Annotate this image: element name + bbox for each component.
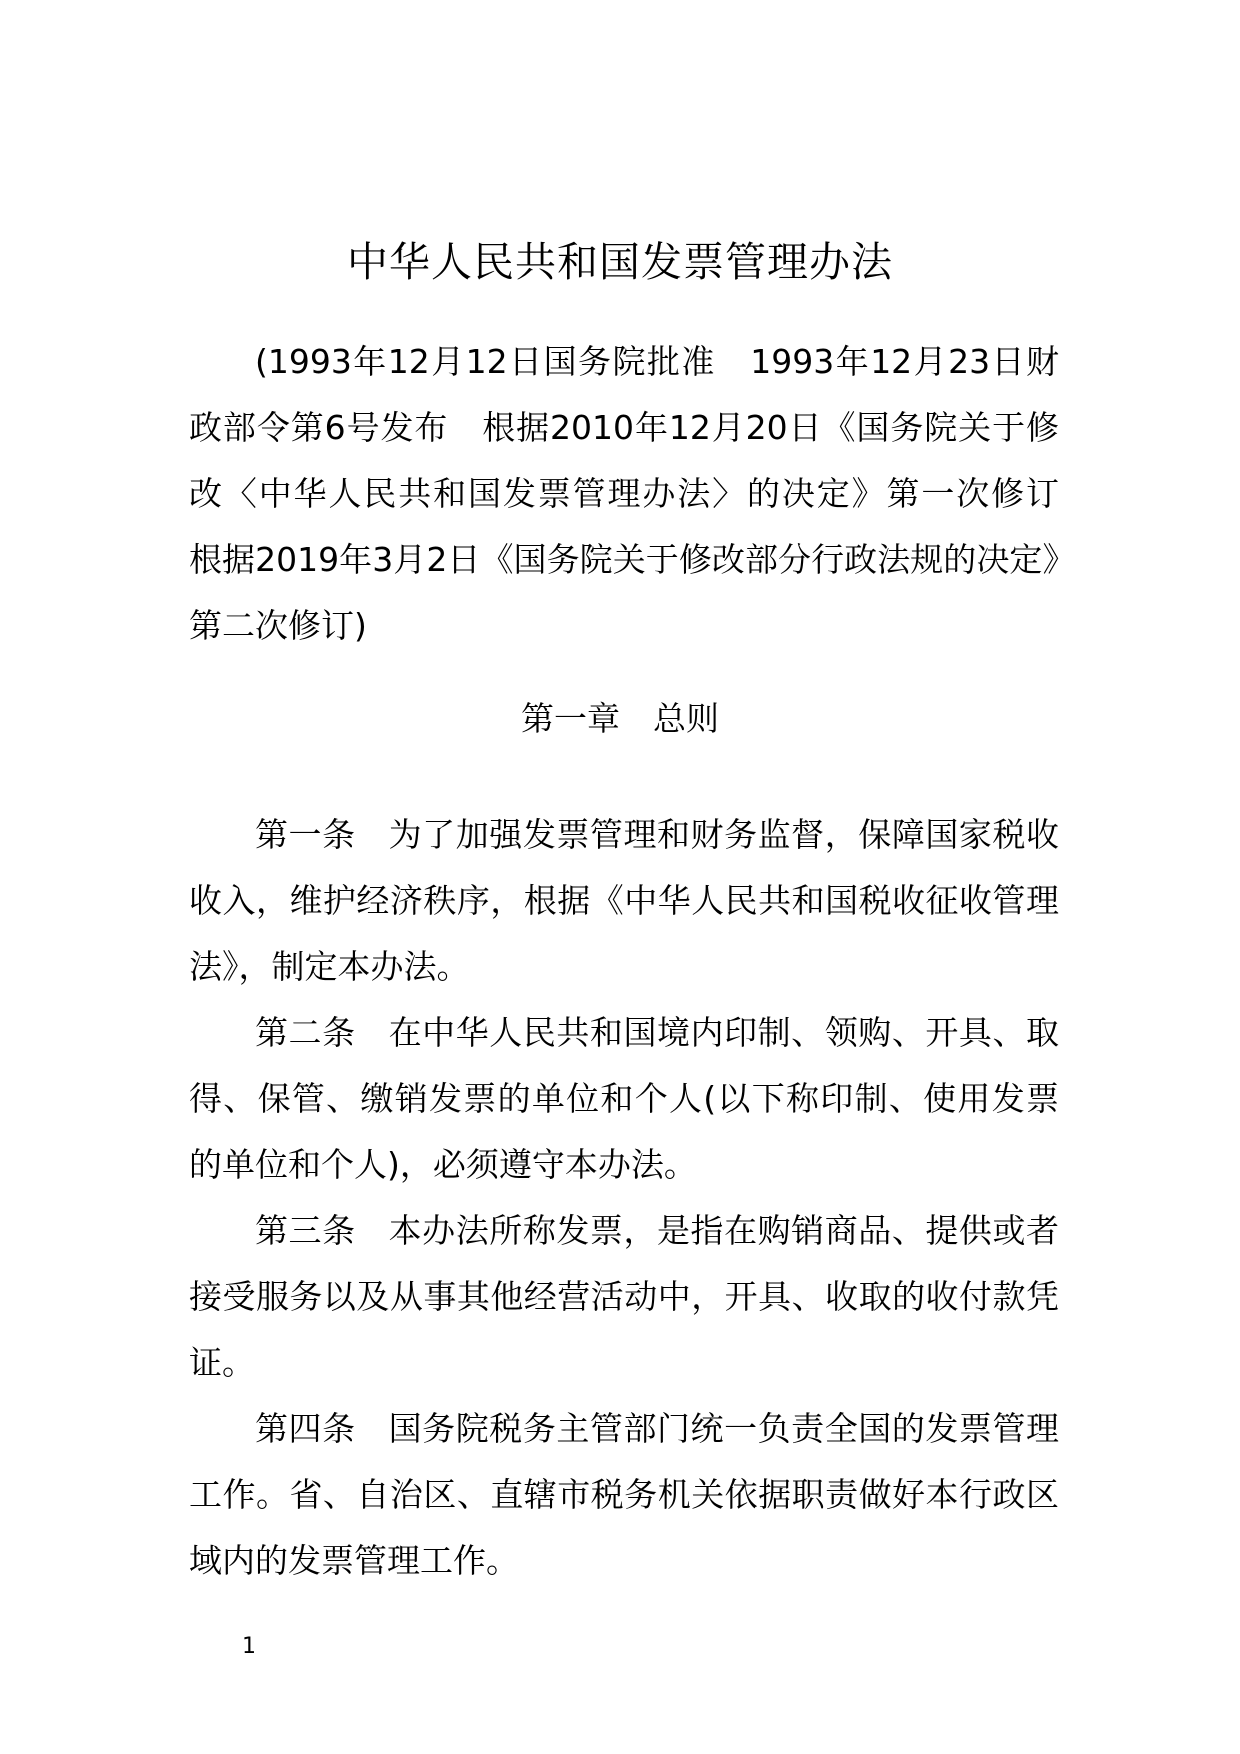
article-text: 在中华人民共和国境内印制、领购、开具、取得、保管、缴销发票的单位和个人(以下称印制、使用发票的单位和个人)，必须遵守本办法。 [189,1013,1060,1184]
article-text: 为了加强发票管理和财务监督，保障国家税收收入，维护经济秩序，根据《中华人民共和国税收征收管理法》，制定本办法。 [189,815,1060,986]
article-4 [189,1396,1059,1594]
article-number: 第二条 [255,1013,356,1052]
article-text: 国务院税务主管部门统一负责全国的发票管理工作。省、自治区、直辖市税务机关依据职责做好本行政区域内的发票管理工作。 [189,1409,1060,1580]
article-3 [189,1198,1059,1396]
chapter-heading: 第一章 总则 [521,699,719,738]
revision-note: (1993年12月12日国务院批准 1993年12月23日财政部令第6号发布 根据2010年12月20日《国务院关于修改〈中华人民共和国发票管理办法〉的决定》第一次修订 根据2019年3月2日《国务院关于修改部分行政法规的决定》第二次修订) [189,342,1092,645]
article-number: 第三条 [255,1211,356,1250]
article-2 [189,1000,1059,1198]
document-title: 中华人民共和国发票管理办法 [347,238,893,286]
article-text: 本办法所称发票，是指在购销商品、提供或者接受服务以及从事其他经营活动中，开具、收取的收付款凭证。 [189,1211,1060,1382]
article-number: 第四条 [255,1409,356,1448]
page-number: 1 [242,1634,256,1659]
article-1 [189,802,1059,1000]
article-list [189,802,1059,1594]
article-number: 第一条 [255,815,356,854]
